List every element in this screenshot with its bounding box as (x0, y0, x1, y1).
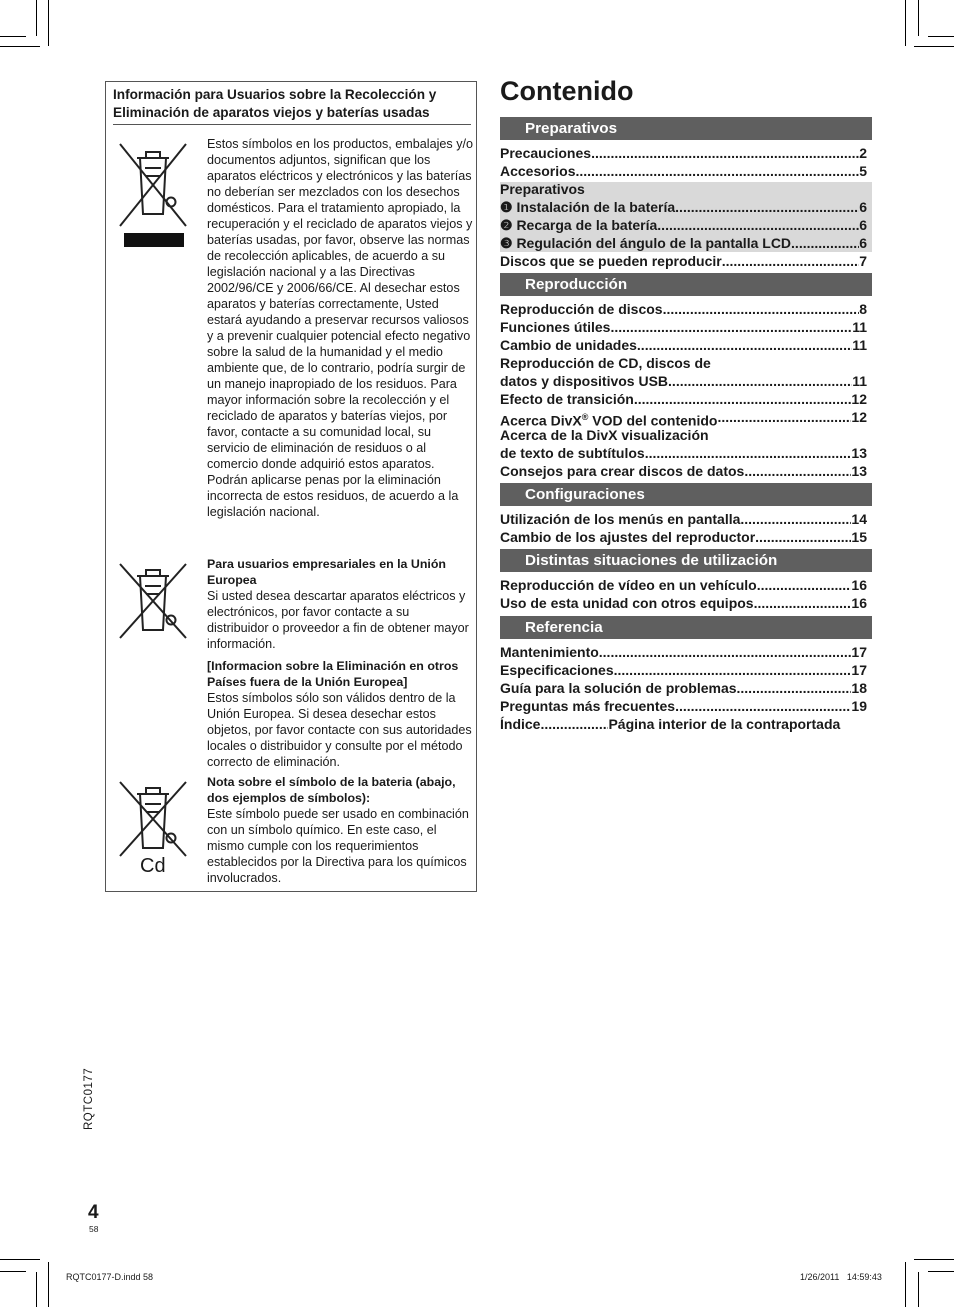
toc-page: 6 (859, 199, 867, 215)
toc-entry[interactable] (500, 252, 867, 270)
crop-mark (0, 1259, 40, 1260)
toc-entry[interactable] (500, 462, 867, 480)
battery-note-section (207, 774, 473, 886)
toc-page: 6 (859, 217, 867, 233)
toc-entry-label (500, 408, 718, 429)
toc-entry[interactable] (500, 300, 867, 318)
toc-entry[interactable] (500, 444, 867, 462)
toc-entry[interactable] (500, 715, 867, 733)
section-heading-reproduccion: Reproducción (500, 273, 872, 296)
cadmium-symbol: Cd (140, 855, 166, 877)
toc-entry-label: Reproducción de vídeo en un vehículo (500, 577, 757, 593)
toc-entry-line1[interactable] (500, 354, 867, 372)
business-users-section (207, 556, 473, 652)
model-code-vertical: RQTC0177 (83, 1067, 95, 1130)
contents-title: Contenido (500, 76, 634, 106)
toc-entry[interactable] (500, 408, 867, 429)
toc-entry[interactable] (500, 234, 867, 252)
toc-entry[interactable] (500, 697, 867, 715)
toc-page: 11 (852, 337, 867, 353)
toc-entry[interactable] (500, 679, 867, 697)
crop-mark (918, 1272, 919, 1307)
crop-mark (0, 1271, 26, 1272)
crop-mark (36, 1272, 37, 1307)
crop-mark (918, 0, 919, 36)
battery-note-text: Este símbolo puede ser usado en combinación con un símbolo químico. En este caso, el mismo cumple con los requerimientos establecidos por la Directiva para los químicos involucrados. (207, 807, 469, 885)
section-heading-referencia: Referencia (500, 616, 872, 639)
crop-mark (48, 1262, 49, 1307)
toc-page: 19 (851, 698, 867, 714)
disposal-general-text: Estos símbolos en los productos, embalajes y/o documentos adjuntos, significan que los aparatos eléctricos y electrónicos y las baterías no deberían ser mezclados con los desechos domésticos. Para el tratamiento apropiado, la recuperación y el reciclado de aparatos viejos y baterías usadas, por favor, observe las normas de recolección aplicables, de acuerdo a su legislación nacional y a las Directivas 2002/96/CE y 2006/66/CE. Al desechar estos aparatos y baterías correctamente, Usted estará ayudando a preservar recursos valiosos y a prevenir cualquier potencial efecto negativo sobre la salud de la humanidad y el medio ambiente que, de lo contrario, podría surgir de un manejo inapropiado de los residuos. Para mayor información sobre la recolección y el reciclado de aparatos y baterías viejos, por favor, contacte a su comunidad local, su servicio de eliminación de residuos o al comercio donde adquirió estos aparatos. Podrán aplicarse penas por la eliminación incorrecta de estos residuos, de acuerdo a la legislación nacional. (207, 137, 473, 519)
toc-entry-label: datos y dispositivos USB (500, 373, 669, 389)
battery-note-heading: Nota sobre el símbolo de la bateria (abajo, dos ejemplos de símbolos): (207, 775, 456, 805)
toc-entry[interactable] (500, 661, 867, 679)
toc-page: 11 (852, 319, 867, 335)
toc-entry-label: Preparativos (500, 181, 585, 197)
toc-entry-label: Guía para la solución de problemas (500, 680, 737, 696)
toc-entry-label: Índice (500, 716, 541, 732)
crossed-bin-icon (116, 560, 190, 642)
toc-entry-label: ❸ Regulación del ángulo de la pantalla LCD (500, 235, 792, 251)
toc-page: 13 (851, 445, 867, 461)
title-divider (113, 124, 471, 125)
section-heading-preparativos: Preparativos (500, 117, 872, 140)
toc-entry[interactable] (500, 510, 867, 528)
toc-entry-label: Acerca de la DivX visualización (500, 427, 709, 443)
toc-entry[interactable] (500, 162, 867, 180)
crossed-bin-icon (116, 138, 190, 250)
toc-entry-label-part: Acerca DivX (500, 412, 582, 429)
crop-mark (914, 1259, 954, 1260)
toc-entry-label: Efecto de transición (500, 391, 634, 407)
toc-subheading (500, 180, 867, 198)
crop-mark (905, 0, 906, 46)
toc-entry[interactable] (500, 576, 867, 594)
outside-eu-section (207, 658, 473, 770)
toc-page: 6 (859, 235, 867, 251)
toc-entry[interactable] (500, 528, 867, 546)
crop-mark (36, 0, 37, 36)
toc-entry-label: Utilización de los menús en pantalla (500, 511, 741, 527)
toc-entry-label: Mantenimiento (500, 644, 599, 660)
section-heading-configuraciones: Configuraciones (500, 483, 872, 506)
toc-page: 11 (852, 373, 867, 389)
toc-entry-label-part: VOD del contenido (588, 412, 718, 429)
toc-entry-label: ❶ Instalación de la batería (500, 199, 676, 215)
toc-entry[interactable] (500, 318, 867, 336)
crop-mark (928, 1271, 954, 1272)
toc-page: 18 (851, 680, 867, 696)
toc-entry-label: Discos que se pueden reproducir (500, 253, 722, 269)
section-heading-situaciones: Distintas situaciones de utilización (500, 549, 872, 572)
toc-entry[interactable] (500, 390, 867, 408)
toc-page: 13 (851, 463, 867, 479)
toc-entry-label: Accesorios (500, 163, 576, 179)
toc-entry[interactable] (500, 216, 867, 234)
page-number: 4 (88, 1202, 99, 1223)
outside-eu-text: Estos símbolos sólo son válidos dentro de la Unión Europea. Si desea desechar estos objetos, por favor contacte con sus autoridades locales o distribuidor y consulte por el método correcto de eliminación. (207, 691, 472, 769)
toc-entry[interactable] (500, 372, 867, 390)
crop-mark (928, 36, 954, 37)
crop-mark (48, 0, 49, 46)
toc-entry-label: Cambio de unidades (500, 337, 637, 353)
toc-entry-label: ❷ Recarga de la batería (500, 217, 658, 233)
crop-mark (914, 46, 954, 47)
toc-page: 7 (859, 253, 867, 269)
toc-page: 5 (859, 163, 867, 179)
toc-entry-line1[interactable] (500, 426, 867, 444)
toc-entry-label: Reproducción de discos (500, 301, 663, 317)
registered-mark: ® (581, 412, 589, 422)
toc-entry-label: de texto de subtítulos (500, 445, 645, 461)
disposal-info-title: Información para Usuarios sobre la Recolección y Eliminación de aparatos viejos y baterías usadas (113, 87, 437, 120)
toc-page: 16 (851, 577, 867, 593)
toc-entry-label: Cambio de los ajustes del reproductor (500, 529, 756, 545)
toc-page: Página interior de la contraportada (608, 716, 841, 732)
toc-entry-label: Funciones útiles (500, 319, 611, 335)
toc-entry-label: Especificaciones (500, 662, 614, 678)
toc-entry[interactable] (500, 336, 867, 354)
toc-entry-label: Uso de esta unidad con otros equipos (500, 595, 754, 611)
business-users-heading: Para usuarios empresariales en la Unión Europea (207, 557, 446, 587)
toc-entry-label: Consejos para crear discos de datos (500, 463, 745, 479)
toc-entry-label: Preguntas más frecuentes (500, 698, 676, 714)
toc-page: 17 (851, 644, 867, 660)
page-number-small: 58 (89, 1224, 99, 1234)
outside-eu-heading: [Informacion sobre la Eliminación en otros Países fuera de la Unión Europea] (207, 659, 459, 689)
toc-page: 15 (851, 529, 867, 545)
toc-page: 12 (851, 409, 867, 425)
business-users-text: Si usted desea descartar aparatos eléctricos y electrónicos, por favor contacte a su distribuidor o proveedor a fin de obtener mayor información. (207, 589, 469, 651)
toc-page: 8 (859, 301, 867, 317)
crop-mark (905, 1262, 906, 1307)
footer-timestamp: 1/26/2011 14:59:43 (800, 1272, 882, 1282)
crop-mark (0, 36, 26, 37)
crop-mark (0, 46, 40, 47)
toc-page: 12 (851, 391, 867, 407)
toc-entry-label: Precauciones (500, 145, 592, 161)
toc-entry[interactable] (500, 643, 867, 661)
toc-entry[interactable] (500, 198, 867, 216)
toc-entry[interactable] (500, 144, 867, 162)
toc-page: 2 (859, 145, 867, 161)
toc-entry-label: Reproducción de CD, discos de (500, 355, 711, 371)
toc-page: 16 (851, 595, 867, 611)
disposal-info-box (105, 81, 477, 892)
footer-filename: RQTC0177-D.indd 58 (66, 1272, 154, 1282)
toc-page: 17 (851, 662, 867, 678)
toc-page: 14 (851, 511, 867, 527)
toc-entry[interactable] (500, 594, 867, 612)
